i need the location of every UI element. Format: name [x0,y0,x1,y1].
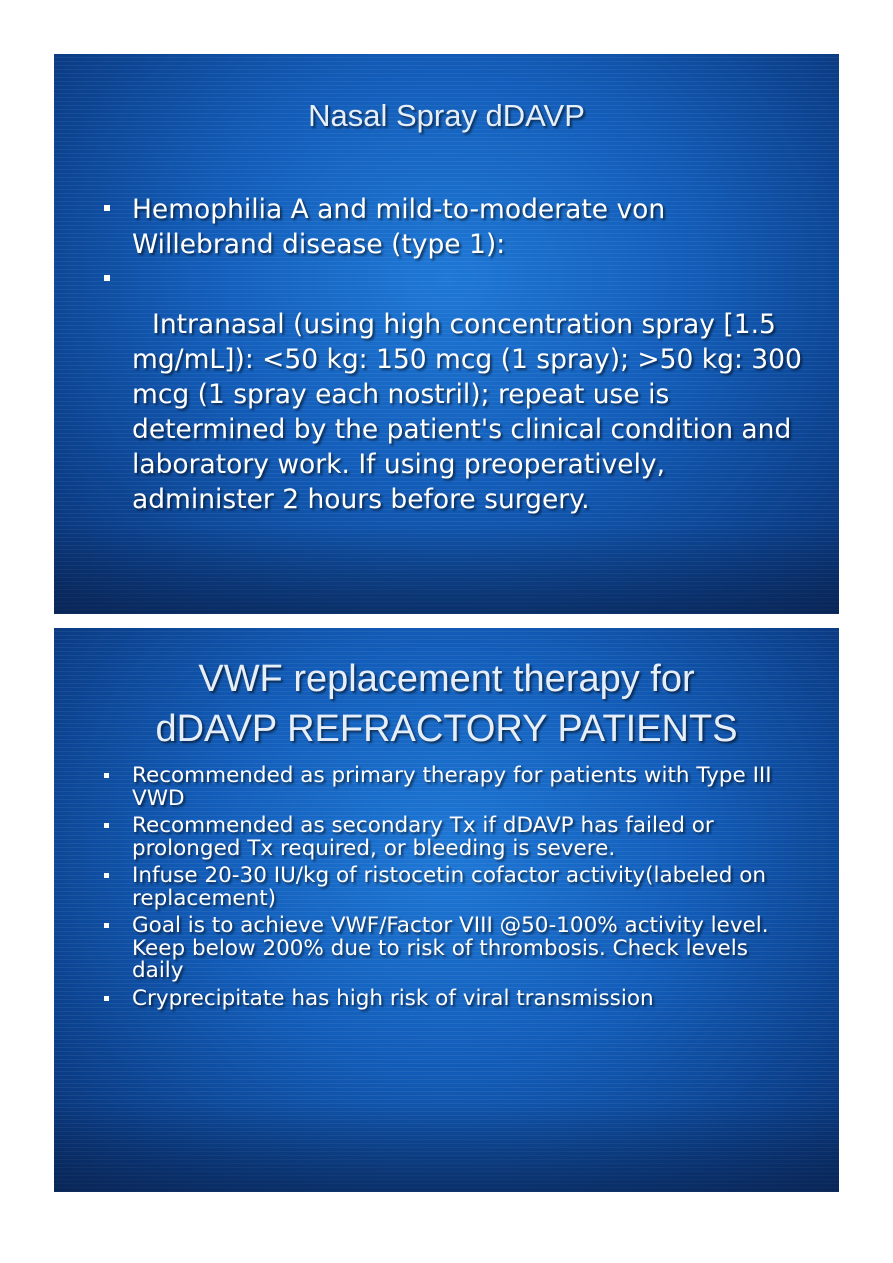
title-line: dDAVP REFRACTORY PATIENTS [155,708,738,750]
bullet-list [54,192,814,517]
bullet-text: Recommended as secondary Tx if dDAVP has failed or prolonged Tx required, or bleeding is severe. [132,813,714,861]
bullet-item [54,915,794,983]
bullet-item-empty [54,262,814,297]
bullet-item [54,865,794,910]
square-bullet-icon [104,275,110,281]
square-bullet-icon [104,996,109,1001]
square-bullet-icon [104,205,110,211]
bullet-text: Infuse 20-30 IU/kg of ristocetin cofactor activity(labeled on replacement) [132,863,766,911]
slide-title: Nasal Spray dDAVP [308,98,585,133]
square-bullet-icon [104,823,109,828]
bullet-item [54,815,794,860]
bullet-text: Cryprecipitate has high risk of viral transmission [132,985,654,1011]
bullet-text: Goal is to achieve VWF/Factor VIII @50-100% activity level. Keep below 200% due to risk of thrombosis. Check levels daily [132,913,769,983]
dosage-text: Intranasal (using high concentration spray [1.5 mg/mL]): <50 kg: 150 mcg (1 spray); >50 kg: 300 mcg (1 spray each nostril); repeat use is determined by the patient's clinical condition and laboratory work. If using preoperatively, administer 2 hours before surgery. [132,309,802,515]
bullet-item [54,985,794,1011]
square-bullet-icon [104,773,109,778]
bullet-item [54,192,814,262]
bullet-list [54,765,794,1015]
bullet-text: Hemophilia A and mild-to-moderate von Willebrand disease (type 1): [132,194,666,260]
slide-title [54,654,839,754]
slide-vwf-replacement [54,628,839,1192]
square-bullet-icon [104,923,109,928]
bullet-text: Recommended as primary therapy for patients with Type III VWD [132,763,772,811]
title-line: VWF replacement therapy for [198,658,695,700]
bullet-item [54,765,794,810]
square-bullet-icon [104,873,109,878]
slide-nasal-spray [54,54,839,614]
dosage-paragraph [54,297,814,517]
